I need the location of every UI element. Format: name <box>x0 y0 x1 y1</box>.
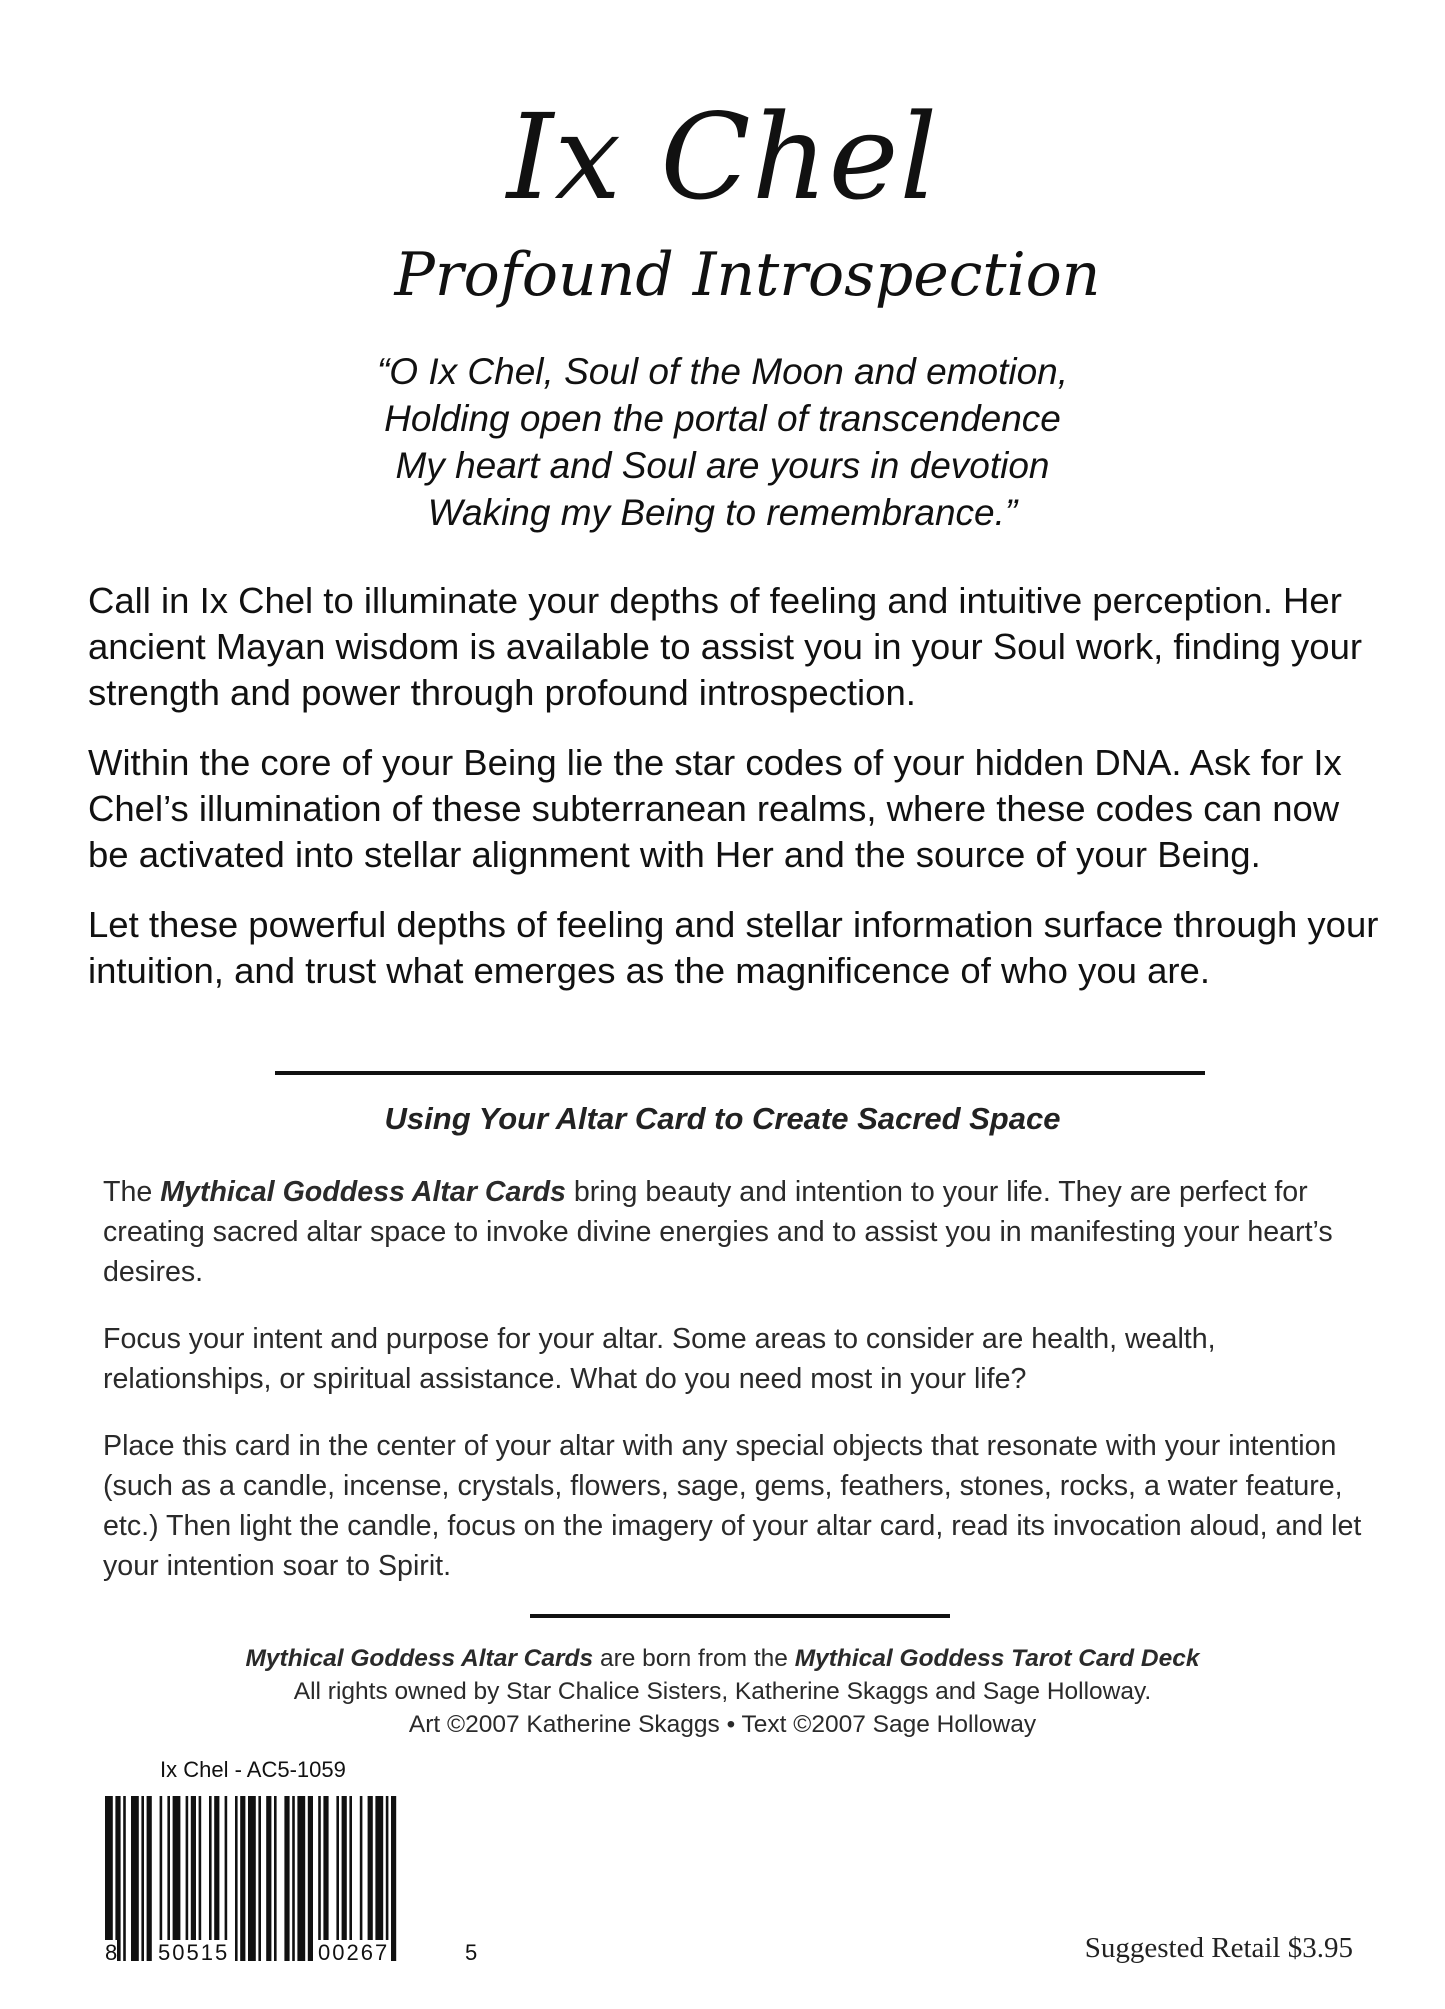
barcode-bar <box>191 1796 196 1961</box>
barcode-digit-first: 8 <box>105 1940 118 1965</box>
product-code: Ix Chel - AC5-1059 <box>160 1757 346 1782</box>
altar-section-heading: Using Your Altar Card to Create Sacred Space <box>384 1101 1061 1136</box>
barcode-bar <box>240 1796 245 1961</box>
altar-cards-name: Mythical Goddess Altar Cards <box>245 1645 594 1672</box>
barcode-digits-right: 00267 <box>318 1940 390 1965</box>
credits-line: All rights owned by Star Chalice Sisters, Katherine Skaggs and Sage Holloway. <box>293 1678 1152 1705</box>
invocation-line: Holding open the portal of transcendence <box>384 398 1061 439</box>
barcode-bar <box>360 1796 363 1961</box>
barcode-bar <box>160 1796 163 1961</box>
barcode-bar <box>386 1796 389 1961</box>
barcode-bar <box>147 1796 152 1961</box>
barcode-bar <box>368 1796 373 1961</box>
altar-instructions <box>103 1172 1368 1613</box>
barcode-bar <box>284 1796 289 1961</box>
barcode-bar <box>186 1796 189 1961</box>
description-paragraph: Let these powerful depths of feeling and stellar information surface through your intuition, and trust what emerges as the magnificence of who you are. <box>88 904 1379 991</box>
credits-connector: are born from the <box>593 1645 795 1672</box>
invocation-line: Waking my Being to remembrance.” <box>427 492 1018 533</box>
credits-line <box>0 1642 1445 1675</box>
barcode-bar <box>292 1796 295 1961</box>
barcode-bar <box>115 1796 120 1961</box>
barcode-bar <box>391 1796 396 1961</box>
altar-paragraph <box>103 1172 1368 1292</box>
barcode-bar <box>297 1796 305 1961</box>
barcode-bar <box>318 1796 321 1961</box>
barcode-bar <box>308 1796 313 1961</box>
credits-block <box>0 1642 1445 1741</box>
barcode-bar <box>342 1796 347 1961</box>
barcode-bar <box>266 1796 271 1961</box>
barcode-bar <box>225 1796 228 1961</box>
card-subtitle: Profound Introspection <box>394 240 1101 310</box>
barcode-bar <box>214 1796 219 1961</box>
barcode-bar <box>375 1796 383 1961</box>
barcode-bar <box>173 1796 181 1961</box>
divider-rule <box>275 1071 1205 1075</box>
altar-paragraph-rest: bring beauty and intention to your life. They are perfect for creating sacred altar space to invoke divine energies and to assist you in manifesting your heart’s desires. <box>103 1176 1333 1288</box>
suggested-retail-price: Suggested Retail $3.95 <box>1084 1932 1353 1964</box>
altar-cards-name: Mythical Goddess Altar Cards <box>160 1176 566 1208</box>
barcode-digit-last: 5 <box>465 1940 478 1965</box>
invocation-line: My heart and Soul are yours in devotion <box>395 445 1050 486</box>
invocation-line: “O Ix Chel, Soul of the Moon and emotion, <box>376 351 1069 392</box>
description-paragraph: Within the core of your Being lie the star codes of your hidden DNA. Ask for Ix Chel’s illumination of these subterranean realms, where these codes can now be activated into stellar alignment with Her and the source of your Being. <box>88 742 1342 875</box>
barcode-bar <box>199 1796 202 1961</box>
barcode-bar <box>235 1796 238 1961</box>
barcode-bar <box>349 1796 352 1961</box>
description-paragraph: Call in Ix Chel to illuminate your depths of feeling and intuitive perception. Her ancient Mayan wisdom is available to assist you in your Soul work, finding your strength and power through profound introspection. <box>88 580 1363 713</box>
barcode-bar <box>248 1796 256 1961</box>
barcode-bar <box>105 1796 113 1961</box>
divider-rule <box>530 1614 950 1618</box>
barcode-bar <box>141 1796 144 1961</box>
barcode-bar <box>336 1796 339 1961</box>
barcode-bar <box>209 1796 212 1961</box>
altar-paragraph-start: The <box>103 1176 161 1208</box>
description-body <box>88 578 1388 1018</box>
barcode-bar <box>131 1796 139 1961</box>
invocation-verse <box>0 348 1445 536</box>
barcode-bar <box>274 1796 277 1961</box>
barcode-bar <box>258 1796 261 1961</box>
barcode-bar <box>167 1796 170 1961</box>
barcode-digits-left: 50515 <box>158 1940 230 1965</box>
barcode-bar <box>323 1796 328 1961</box>
altar-paragraph: Place this card in the center of your altar with any special objects that resonate with your intention (such as a candle, incense, crystals, flowers, sage, gems, feathers, stones, rocks, a water feature, etc.) Then light the candle, focus on the imagery of your altar card, read its invocation aloud, and let your intention soar to Spirit. <box>103 1430 1362 1582</box>
barcode-bar <box>123 1796 126 1961</box>
card-title: Ix Chel <box>506 88 939 226</box>
credits-line: Art ©2007 Katherine Skaggs • Text ©2007 Sage Holloway <box>408 1711 1037 1738</box>
altar-paragraph: Focus your intent and purpose for your altar. Some areas to consider are health, wealth, relationships, or spiritual assistance. What do you need most in your life? <box>103 1323 1216 1395</box>
upc-barcode <box>105 1796 485 1961</box>
tarot-deck-name: Mythical Goddess Tarot Card Deck <box>794 1645 1200 1672</box>
